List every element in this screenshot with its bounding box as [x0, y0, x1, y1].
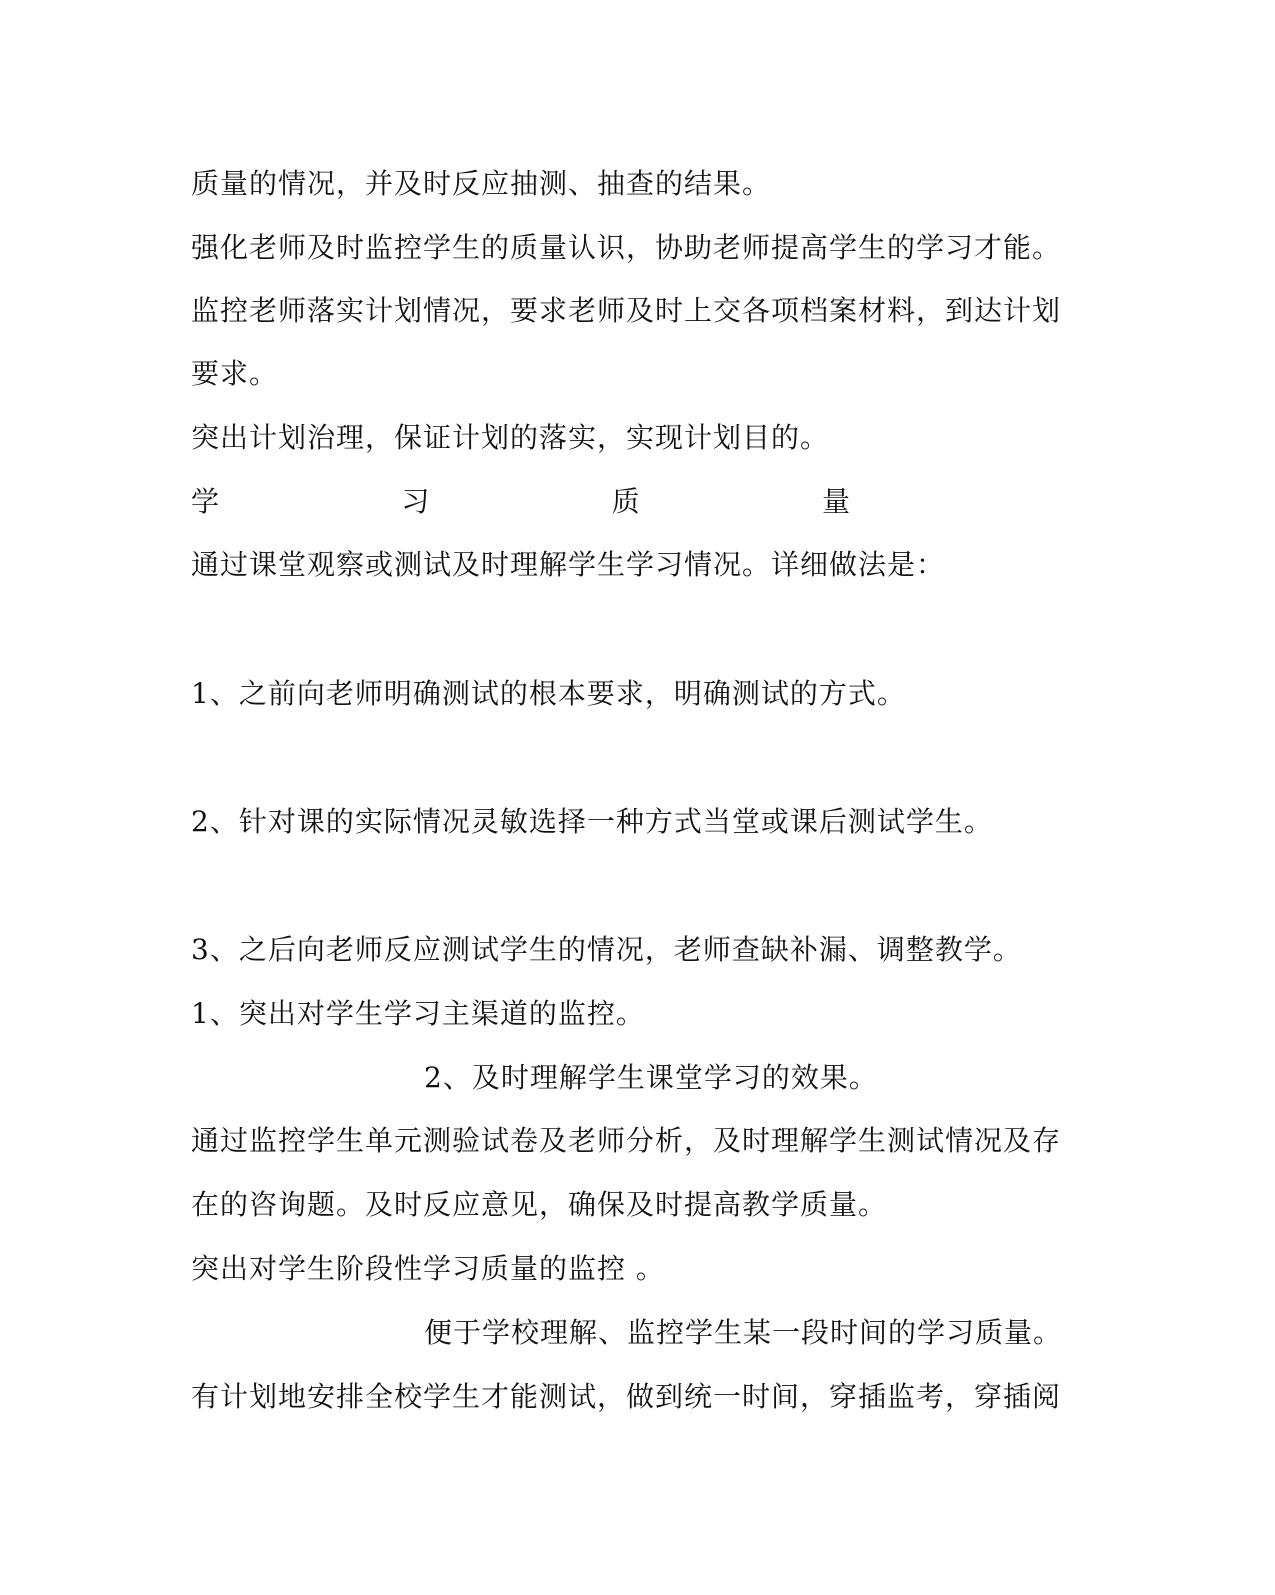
list-item: 3、之后向老师反应测试学生的情况，老师查缺补漏、调整教学。 [191, 933, 1022, 966]
paragraph-line: 在的咨询题。及时反应意见，确保及时提高教学质量。 [191, 1188, 888, 1221]
paragraph-line: 通过课堂观察或测试及时理解学生学习情况。详细做法是： [191, 548, 946, 581]
list-item: 1、突出对学生学习主渠道的监控。 [191, 997, 645, 1030]
paragraph-line: 有计划地安排全校学生才能测试，做到统一时间，穿插监考，穿插阅 [191, 1380, 1062, 1413]
paragraph-line: 通过监控学生单元测验试卷及老师分析，及时理解学生测试情况及存 [191, 1124, 1062, 1157]
heading-char: 习 [401, 485, 431, 518]
paragraph-line: 要求。 [191, 357, 279, 390]
list-item: 1、之前向老师明确测试的根本要求，明确测试的方式。 [191, 677, 906, 710]
paragraph-line: 突出对学生阶段性学习质量的监控 。 [191, 1252, 665, 1285]
paragraph-line: 便于学校理解、监控学生某一段时间的学习质量。 [424, 1316, 1063, 1349]
heading-char: 量 [821, 485, 851, 518]
paragraph-line: 质量的情况，并及时反应抽测、抽查的结果。 [191, 167, 772, 200]
paragraph-line: 突出计划治理，保证计划的落实，实现计划目的。 [191, 421, 830, 454]
list-item: 2、针对课的实际情况灵敏选择一种方式当堂或课后测试学生。 [191, 805, 993, 838]
heading-char: 学 [191, 485, 221, 518]
list-item: 2、及时理解学生课堂学习的效果。 [424, 1061, 878, 1094]
paragraph-line: 监控老师落实计划情况，要求老师及时上交各项档案材料，到达计划 [191, 294, 1062, 327]
paragraph-line: 强化老师及时监控学生的质量认识，协助老师提高学生的学习才能。 [191, 231, 1062, 264]
section-heading [191, 485, 851, 519]
heading-char: 质 [611, 485, 641, 518]
